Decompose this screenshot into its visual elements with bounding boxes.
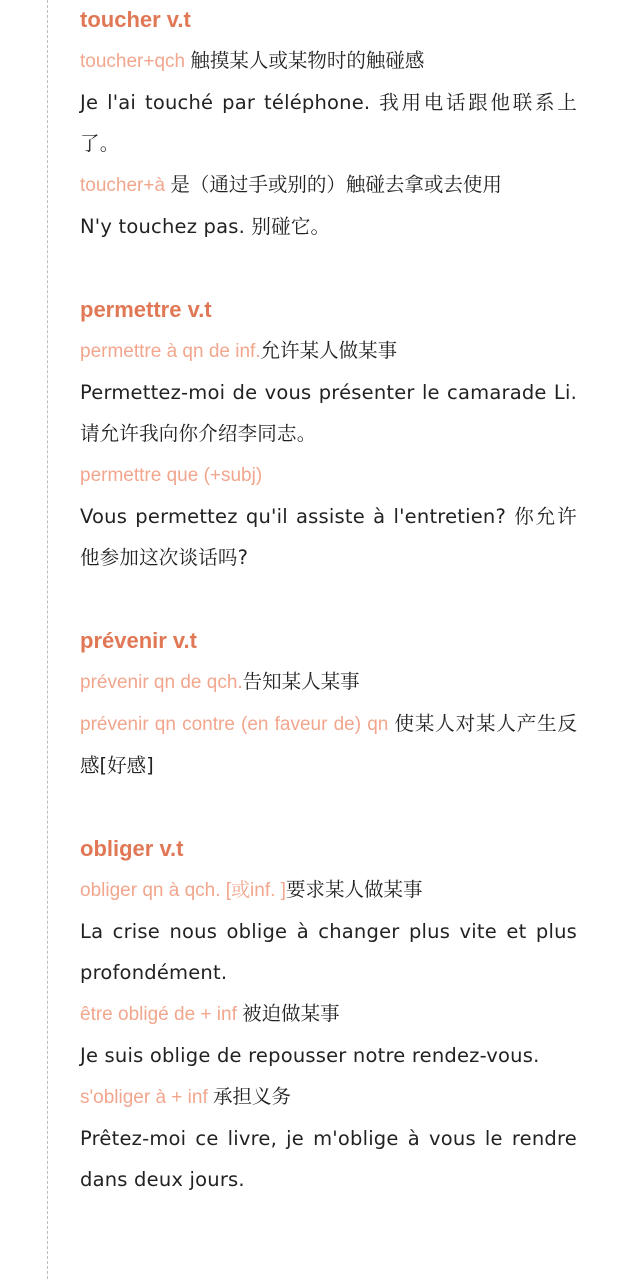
usage-pattern: être obligé de + inf <box>80 1004 243 1025</box>
document-content <box>80 0 577 1200</box>
usage-pattern-line <box>80 40 577 82</box>
entry-title: permettre v.t <box>80 297 212 322</box>
usage-pattern-line <box>80 993 577 1035</box>
usage-meaning: 使某人对某人产生反感[好感] <box>80 712 577 777</box>
usage-pattern: prévenir qn contre (en faveur de) qn <box>80 714 395 735</box>
usage-pattern: prévenir qn de qch. <box>80 672 243 693</box>
usage-pattern-line <box>80 703 577 786</box>
usage-pattern: toucher+à <box>80 175 171 196</box>
usage-meaning: 允许某人做某事 <box>260 339 398 362</box>
example-sentence: Vous permettez qu'il assiste à l'entretien? 你允许他参加这次谈话吗? <box>80 505 577 569</box>
entry-title: toucher v.t <box>80 7 191 32</box>
usage-pattern: obliger qn à qch. [或inf. ] <box>80 880 286 901</box>
entry-permettre <box>80 290 577 578</box>
usage-meaning: 承担义务 <box>213 1085 292 1108</box>
entry-spacer <box>80 247 577 290</box>
usage-pattern-line <box>80 330 577 372</box>
example-sentence: Permettez-moi de vous présenter le camarade Li. 请允许我向你介绍李同志。 <box>80 381 577 445</box>
left-margin-rule <box>47 0 48 1279</box>
entry-toucher <box>80 0 577 247</box>
usage-pattern: permettre à qn de inf. <box>80 341 261 362</box>
usage-pattern-line <box>80 869 577 911</box>
usage-meaning: 告知某人某事 <box>242 670 360 693</box>
entry-spacer <box>80 578 577 621</box>
example-sentence: Prêtez-moi ce livre, je m'oblige à vous le rendre dans deux jours. <box>80 1127 577 1191</box>
example-sentence: La crise nous oblige à changer plus vite et plus profondément. <box>80 920 577 984</box>
entry-title: obliger v.t <box>80 836 184 861</box>
usage-pattern: s'obliger à + inf <box>80 1087 214 1108</box>
usage-meaning: 触摸某人或某物时的触碰感 <box>190 49 425 72</box>
example-sentence: Je suis oblige de repousser notre rendez-vous. <box>80 1044 540 1067</box>
usage-pattern: toucher+qch <box>80 51 191 72</box>
entry-title: prévenir v.t <box>80 628 197 653</box>
example-sentence: Je l'ai touché par téléphone. 我用电话跟他联系上了。 <box>80 91 577 155</box>
usage-meaning: 是（通过手或别的）触碰去拿或去使用 <box>170 173 502 196</box>
usage-pattern-line <box>80 164 577 206</box>
usage-pattern-line <box>80 454 577 496</box>
usage-pattern: permettre que (+subj) <box>80 465 263 486</box>
entry-obliger <box>80 829 577 1200</box>
usage-meaning: 被迫做某事 <box>242 1002 340 1025</box>
usage-pattern-line <box>80 1076 577 1118</box>
entry-prevenir <box>80 621 577 786</box>
entry-spacer <box>80 786 577 829</box>
usage-pattern-line <box>80 661 577 703</box>
example-sentence: N'y touchez pas. 别碰它。 <box>80 215 331 238</box>
usage-meaning: 要求某人做某事 <box>285 878 423 901</box>
